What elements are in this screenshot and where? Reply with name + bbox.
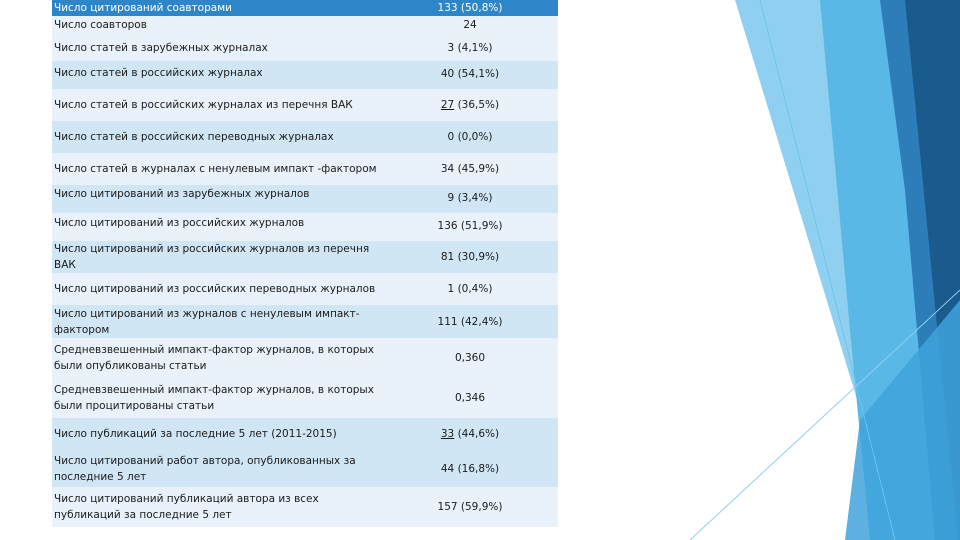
table-row — [52, 378, 558, 418]
row-value: 24 — [382, 16, 558, 34]
row-label: Число цитирований из российских журналов из перечня ВАК — [52, 241, 382, 273]
table-row — [52, 418, 558, 450]
table-row — [52, 487, 558, 527]
table-row — [52, 185, 558, 213]
row-label: Число статей в зарубежных журналах — [52, 34, 382, 61]
row-value: 44 (16,8%) — [382, 450, 558, 487]
table-row — [52, 305, 558, 338]
row-label: Число статей в журналах с ненулевым импакт -фактором — [52, 153, 382, 185]
row-label: Число цитирований из зарубежных журналов — [52, 185, 382, 213]
table-row — [52, 89, 558, 121]
table-row — [52, 61, 558, 89]
statistics-table — [52, 0, 558, 527]
row-value: 133 (50,8%) — [382, 0, 558, 16]
row-value: 0,360 — [382, 338, 558, 378]
table-row — [52, 213, 558, 241]
row-value: 157 (59,9%) — [382, 487, 558, 527]
row-value: 136 (51,9%) — [382, 213, 558, 241]
row-value: 34 (45,9%) — [382, 153, 558, 185]
row-value: 40 (54,1%) — [382, 61, 558, 89]
table-row — [52, 153, 558, 185]
row-value: 0,346 — [382, 378, 558, 418]
table-row — [52, 16, 558, 34]
row-label: Число публикаций за последние 5 лет (2011-2015) — [52, 418, 382, 450]
row-label: Число цитирований из российских журналов — [52, 213, 382, 241]
table-row — [52, 338, 558, 378]
row-label: Число статей в российских переводных журналах — [52, 121, 382, 153]
row-label: Число цитирований работ автора, опубликованных за последние 5 лет — [52, 450, 382, 487]
row-value: 9 (3,4%) — [382, 185, 558, 213]
row-label: Число цитирований из журналов с ненулевым импакт-фактором — [52, 305, 382, 338]
row-value: 0 (0,0%) — [382, 121, 558, 153]
row-value: 81 (30,9%) — [382, 241, 558, 273]
row-label: Число статей в российских журналах из перечня ВАК — [52, 89, 382, 121]
row-label: Число цитирований публикаций автора из всех публикаций за последние 5 лет — [52, 487, 382, 527]
row-value: 111 (42,4%) — [382, 305, 558, 338]
row-label: Число цитирований соавторами — [52, 0, 382, 16]
row-value: 33 (44,6%) — [382, 418, 558, 450]
table-row — [52, 450, 558, 487]
row-value: 3 (4,1%) — [382, 34, 558, 61]
table-row — [52, 121, 558, 153]
table-row — [52, 241, 558, 273]
row-label: Число цитирований из российских переводных журналов — [52, 273, 382, 305]
row-label: Число статей в российских журналах — [52, 61, 382, 89]
value-number: 33 — [440, 428, 455, 440]
row-value: 27 (36,5%) — [382, 89, 558, 121]
row-label: Число соавторов — [52, 16, 382, 34]
row-label: Средневзвешенный импакт-фактор журналов, в которых были опубликованы статьи — [52, 338, 382, 378]
value-number: 27 — [440, 99, 455, 111]
row-label: Средневзвешенный импакт-фактор журналов, в которых были процитированы статьи — [52, 378, 382, 418]
table-row — [52, 273, 558, 305]
row-value: 1 (0,4%) — [382, 273, 558, 305]
table-row — [52, 34, 558, 61]
table-row — [52, 0, 558, 16]
